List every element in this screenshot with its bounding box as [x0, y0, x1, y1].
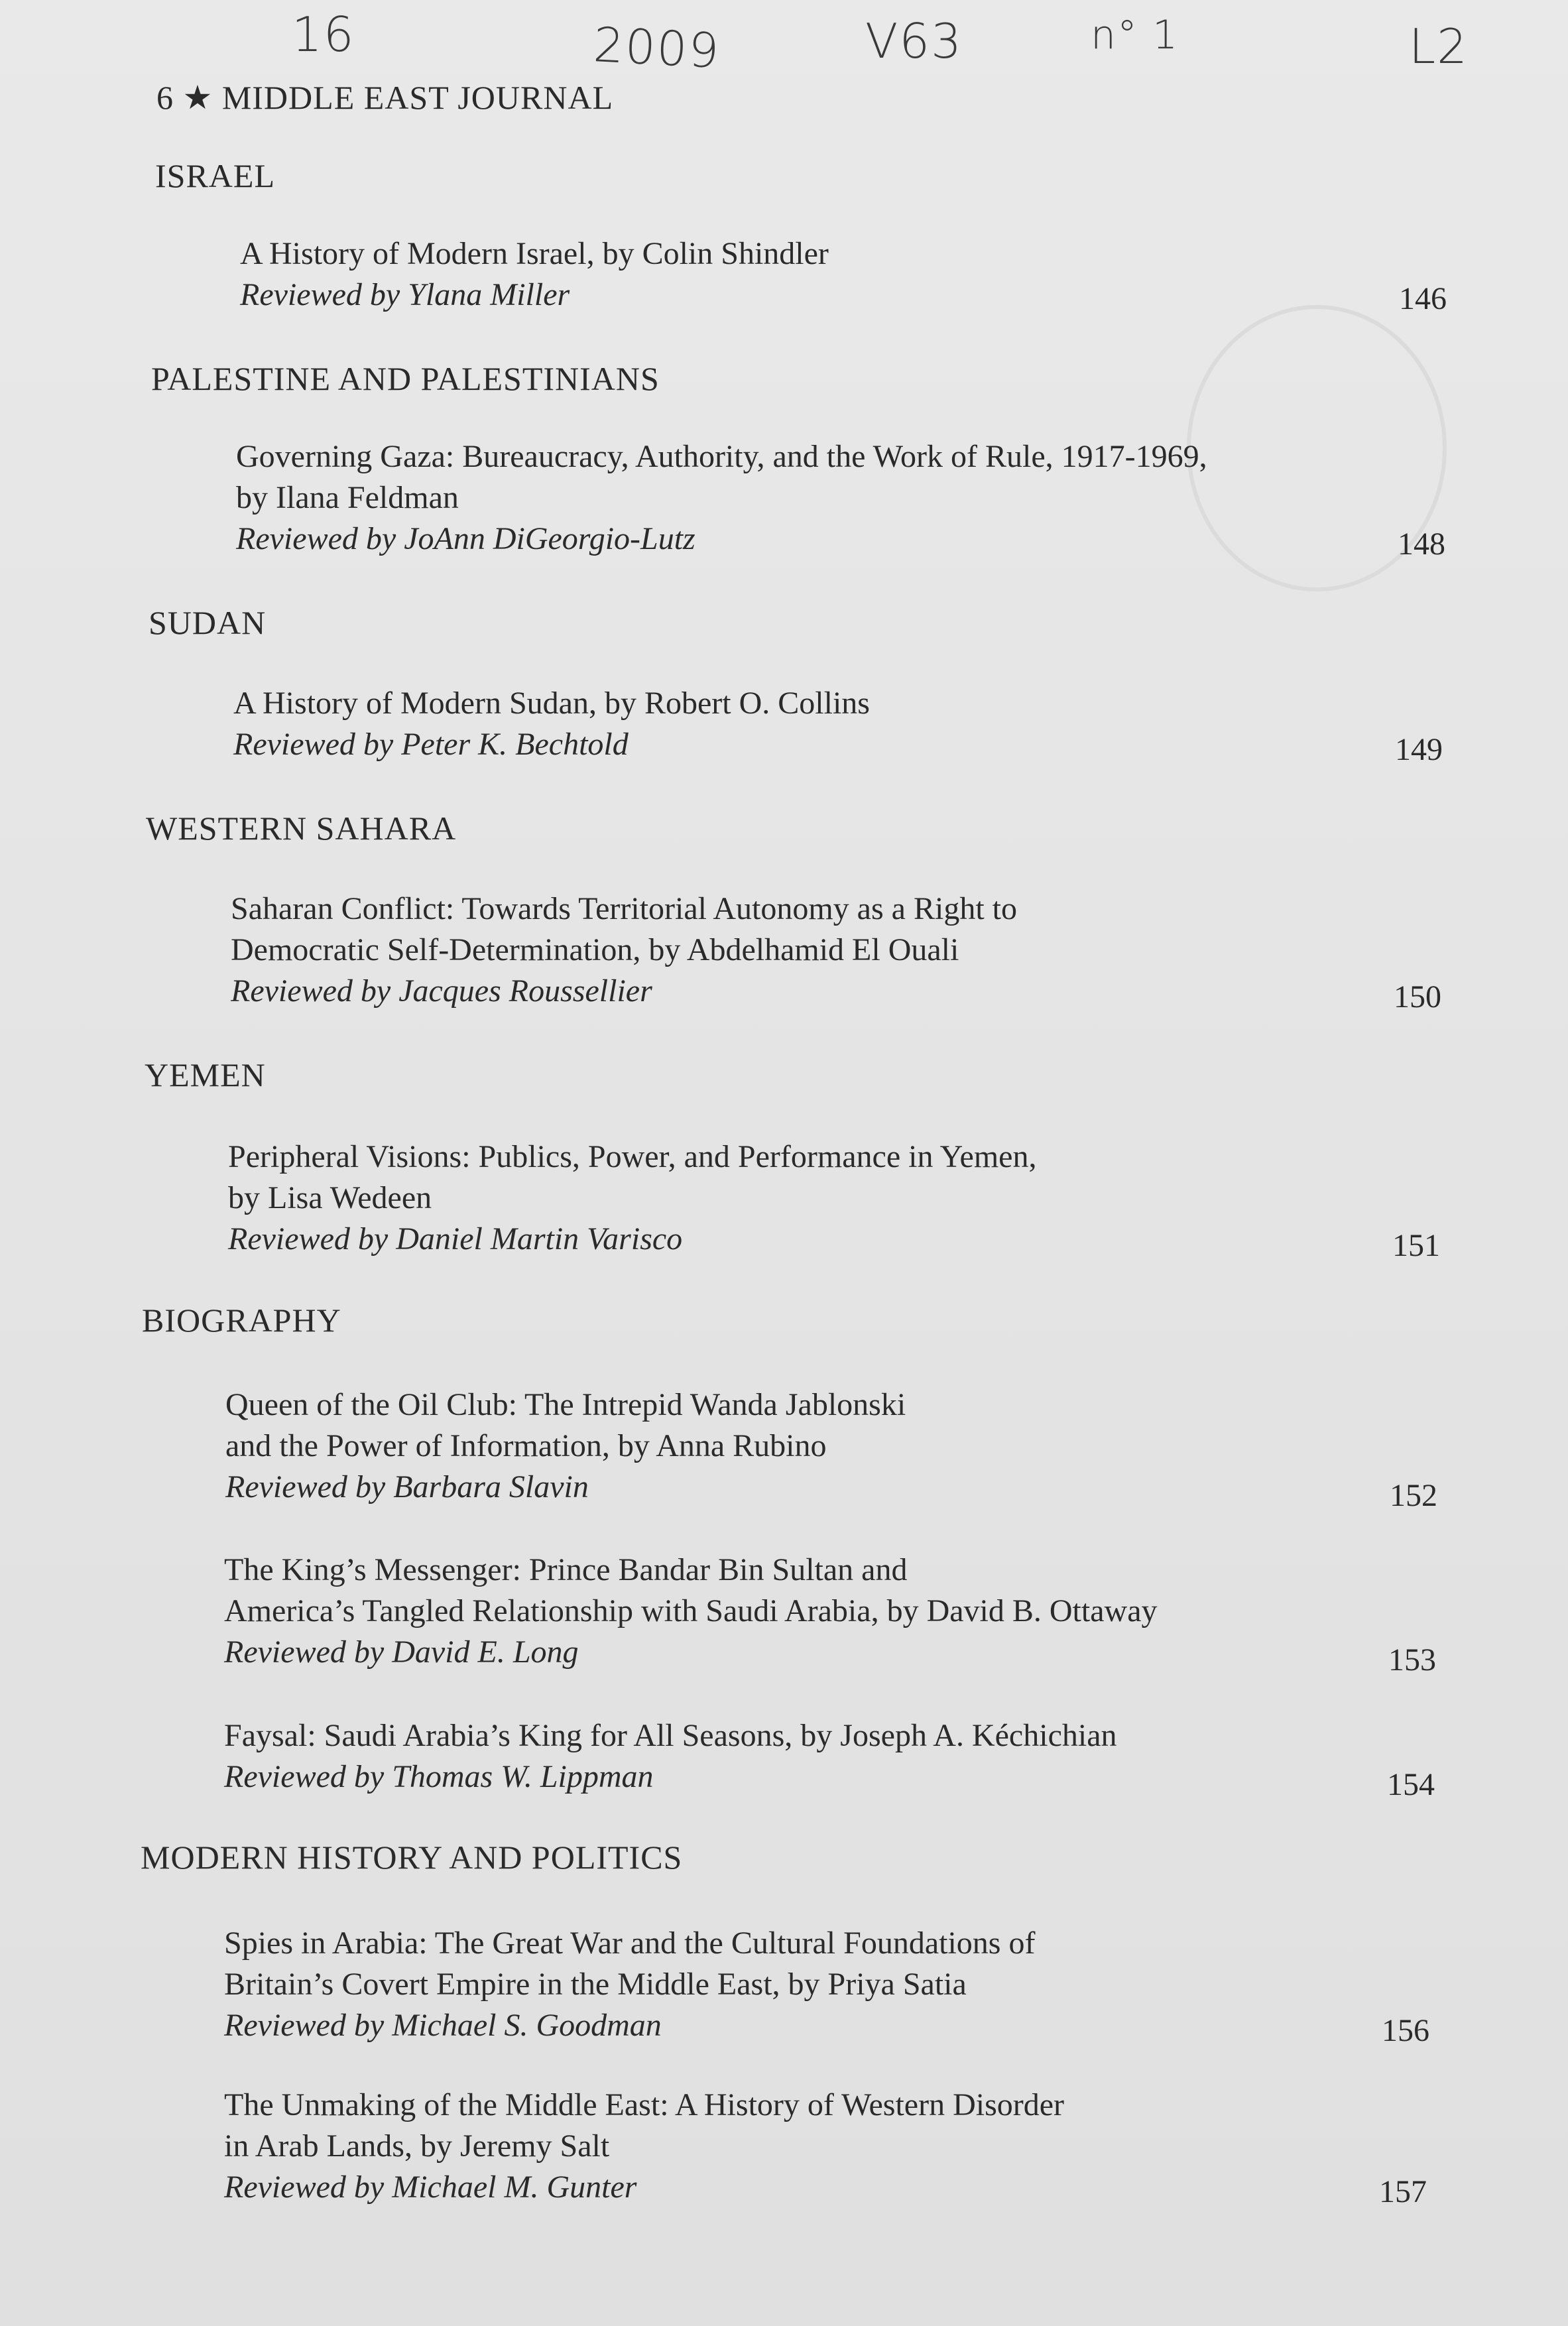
reviewer-line: Reviewed by Ylana Miller — [240, 277, 570, 312]
review-entry-modern-history-1 — [224, 1923, 1035, 2046]
handwritten-note-volume: V63 — [865, 13, 963, 69]
page-number: 156 — [1382, 2013, 1429, 2048]
book-title-line: in Arab Lands, by Jeremy Salt — [224, 2128, 610, 2164]
book-title-line: by Ilana Feldman — [236, 480, 459, 515]
handwritten-note-issue: n° 1 — [1091, 12, 1179, 58]
page-number: 153 — [1388, 1642, 1436, 1678]
book-title-line: and the Power of Information, by Anna Rubino — [225, 1428, 827, 1463]
book-title-line: A History of Modern Israel, by Colin Shindler — [240, 236, 829, 271]
book-title-line: Saharan Conflict: Towards Territorial Autonomy as a Right to — [231, 891, 1017, 926]
review-entry-israel — [240, 233, 829, 316]
book-title-line: Queen of the Oil Club: The Intrepid Wanda Jablonski — [225, 1387, 906, 1422]
page-number: 151 — [1392, 1228, 1440, 1263]
review-entry-yemen — [228, 1136, 1036, 1260]
book-title-line: America’s Tangled Relationship with Saudi Arabia, by David B. Ottaway — [224, 1593, 1158, 1628]
handwritten-note-volume-number: 16 — [292, 7, 355, 62]
reviewer-line: Reviewed by Barbara Slavin — [225, 1469, 589, 1504]
book-title-line: Faysal: Saudi Arabia’s King for All Seasons, by Joseph A. Kéchichian — [224, 1718, 1117, 1753]
page-number: 149 — [1395, 732, 1443, 767]
review-entry-biography-1 — [225, 1384, 906, 1508]
review-entry-western-sahara — [231, 888, 1017, 1012]
book-title-line: Britain’s Covert Empire in the Middle East, by Priya Satia — [224, 1967, 967, 2002]
section-heading-sudan: SUDAN — [149, 604, 267, 641]
book-title-line: The King’s Messenger: Prince Bandar Bin Sultan and — [224, 1552, 908, 1587]
section-heading-modern-history: MODERN HISTORY AND POLITICS — [141, 1839, 683, 1876]
section-heading-palestine: PALESTINE AND PALESTINIANS — [151, 360, 660, 397]
reviewer-line: Reviewed by David E. Long — [224, 1634, 579, 1670]
reviewer-line: Reviewed by Peter K. Bechtold — [233, 727, 629, 762]
page-number: 157 — [1379, 2174, 1427, 2209]
book-title-line: Governing Gaza: Bureaucracy, Authority, and the Work of Rule, 1917-1969, — [236, 439, 1207, 474]
page-number: 148 — [1398, 526, 1445, 562]
reviewer-line: Reviewed by Daniel Martin Varisco — [228, 1221, 683, 1256]
review-entry-modern-history-2 — [224, 2085, 1064, 2208]
book-title-line: A History of Modern Sudan, by Robert O. Collins — [233, 686, 870, 721]
reviewer-line: Reviewed by Thomas W. Lippman — [224, 1759, 654, 1794]
review-entry-sudan — [233, 683, 870, 765]
book-title-line: Democratic Self-Determination, by Abdelhamid El Ouali — [231, 932, 959, 967]
review-entry-biography-2 — [224, 1550, 1158, 1673]
book-title-line: Spies in Arabia: The Great War and the Cultural Foundations of — [224, 1926, 1036, 1961]
page-number: 150 — [1394, 979, 1441, 1014]
running-head: 6 ★ MIDDLE EAST JOURNAL — [156, 79, 614, 116]
reviewer-line: Reviewed by Michael S. Goodman — [224, 2008, 662, 2043]
section-heading-biography: BIOGRAPHY — [142, 1302, 341, 1339]
reviewer-line: Reviewed by Michael M. Gunter — [224, 2170, 637, 2205]
review-entry-biography-3 — [224, 1715, 1117, 1798]
handwritten-note-shelf: L2 — [1409, 19, 1469, 74]
book-title-line: Peripheral Visions: Publics, Power, and Performance in Yemen, — [228, 1139, 1037, 1174]
section-heading-western-sahara: WESTERN SAHARA — [146, 810, 457, 847]
section-heading-israel: ISRAEL — [155, 157, 275, 194]
review-entry-palestine — [236, 436, 1207, 560]
page-number: 146 — [1399, 281, 1447, 316]
handwritten-note-year: 2009 — [591, 17, 722, 79]
book-title-line: by Lisa Wedeen — [228, 1180, 432, 1215]
reviewer-line: Reviewed by JoAnn DiGeorgio-Lutz — [236, 521, 695, 556]
book-title-line: The Unmaking of the Middle East: A History of Western Disorder — [224, 2087, 1065, 2122]
page-number: 154 — [1387, 1767, 1435, 1802]
section-heading-yemen: YEMEN — [145, 1056, 266, 1093]
page-number: 152 — [1390, 1478, 1437, 1513]
reviewer-line: Reviewed by Jacques Roussellier — [231, 973, 652, 1009]
